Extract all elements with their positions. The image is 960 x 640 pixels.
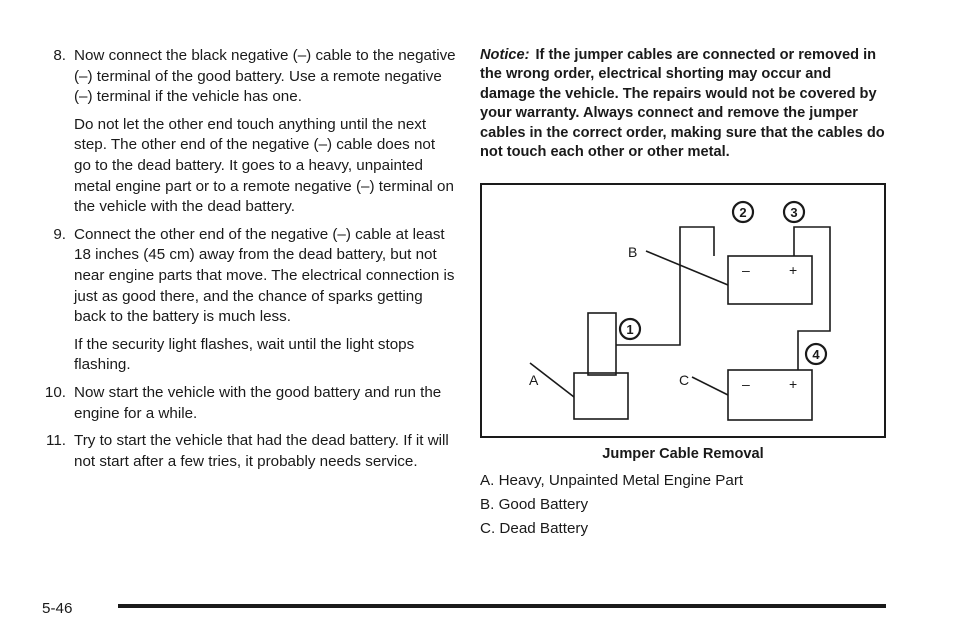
callout-number: 4 [812, 347, 820, 362]
step-text: If the security light flashes, wait until the light stops flashing. [74, 335, 415, 374]
step-text: Now start the vehicle with the good battery and run the engine for a while. [74, 383, 442, 422]
leader-line-c [692, 377, 728, 395]
callout-3 [784, 202, 804, 222]
callout-1 [620, 319, 640, 339]
notice-label: Notice: [480, 47, 530, 63]
dead-battery [728, 370, 812, 420]
engine-part-upper [588, 313, 616, 375]
step-number: 10. [44, 383, 66, 401]
legend-item-c: C. Dead Battery [480, 520, 589, 537]
engine-part-base [574, 373, 628, 419]
step-9 [36, 225, 456, 376]
label-b: B [628, 244, 638, 260]
good-battery-plus: + [789, 262, 798, 278]
step-11 [36, 431, 456, 472]
leader-line-b [646, 251, 728, 285]
step-number: 9. [53, 225, 66, 243]
callout-number: 3 [790, 205, 798, 220]
diagram-svg [482, 185, 884, 436]
notice-paragraph [480, 46, 890, 162]
part-labels [529, 244, 689, 388]
callout-2 [733, 202, 753, 222]
legend-item-a: A. Heavy, Unpainted Metal Engine Part [480, 472, 744, 489]
jumper-cable-diagram [480, 183, 886, 438]
callout-4 [806, 344, 826, 364]
figure-caption: Jumper Cable Removal [602, 446, 764, 462]
good-battery [728, 256, 812, 304]
callout-number: 1 [626, 322, 634, 337]
page-number: 5-46 [42, 600, 73, 617]
callout-number: 2 [739, 205, 747, 220]
label-c: C [679, 372, 690, 388]
step-number: 11. [46, 432, 66, 450]
figure-legend [480, 471, 743, 543]
legend-item-b: B. Good Battery [480, 496, 589, 513]
notice-block [480, 46, 890, 162]
step-text: Connect the other end of the negative (–) cable at least 18 inches (45 cm) away from the dead battery, but not near engine parts that move. The electrical connection is just as good there, and the chance of sparks getting back to the battery is much less. [74, 225, 455, 326]
step-text: Try to start the vehicle that had the dead battery. If it will not start after a few tries, it probably needs service. [74, 432, 449, 470]
dead-battery-plus: + [789, 376, 798, 392]
label-a: A [529, 372, 539, 388]
footer-rule [118, 604, 886, 608]
notice-text: If the jumper cables are connected or removed in the wrong order, electrical shorting may occur and damage the vehicle. The repairs would not be covered by your warranty. Always connect and remove the jumper cables in the correct order, making sure that the cables do not touch each other or other metal. [480, 47, 885, 161]
step-10 [36, 383, 456, 424]
step-text: Do not let the other end touch anything until the next step. The other end of the negative (–) cable does not go to the dead battery. It goes to a heavy, unpainted metal engine part or to a remote negative (–) terminal on the vehicle with the dead battery. [74, 115, 454, 216]
step-8 [36, 46, 456, 218]
dead-battery-minus: – [742, 376, 750, 392]
good-battery-minus: – [742, 262, 750, 278]
step-number: 8. [53, 47, 66, 64]
instruction-steps [36, 46, 456, 479]
step-text: Now connect the black negative (–) cable to the negative (–) terminal of the good battery. Use a remote negative (–) terminal if the vehicle has one. [74, 47, 456, 106]
terminal-labels [742, 262, 797, 392]
